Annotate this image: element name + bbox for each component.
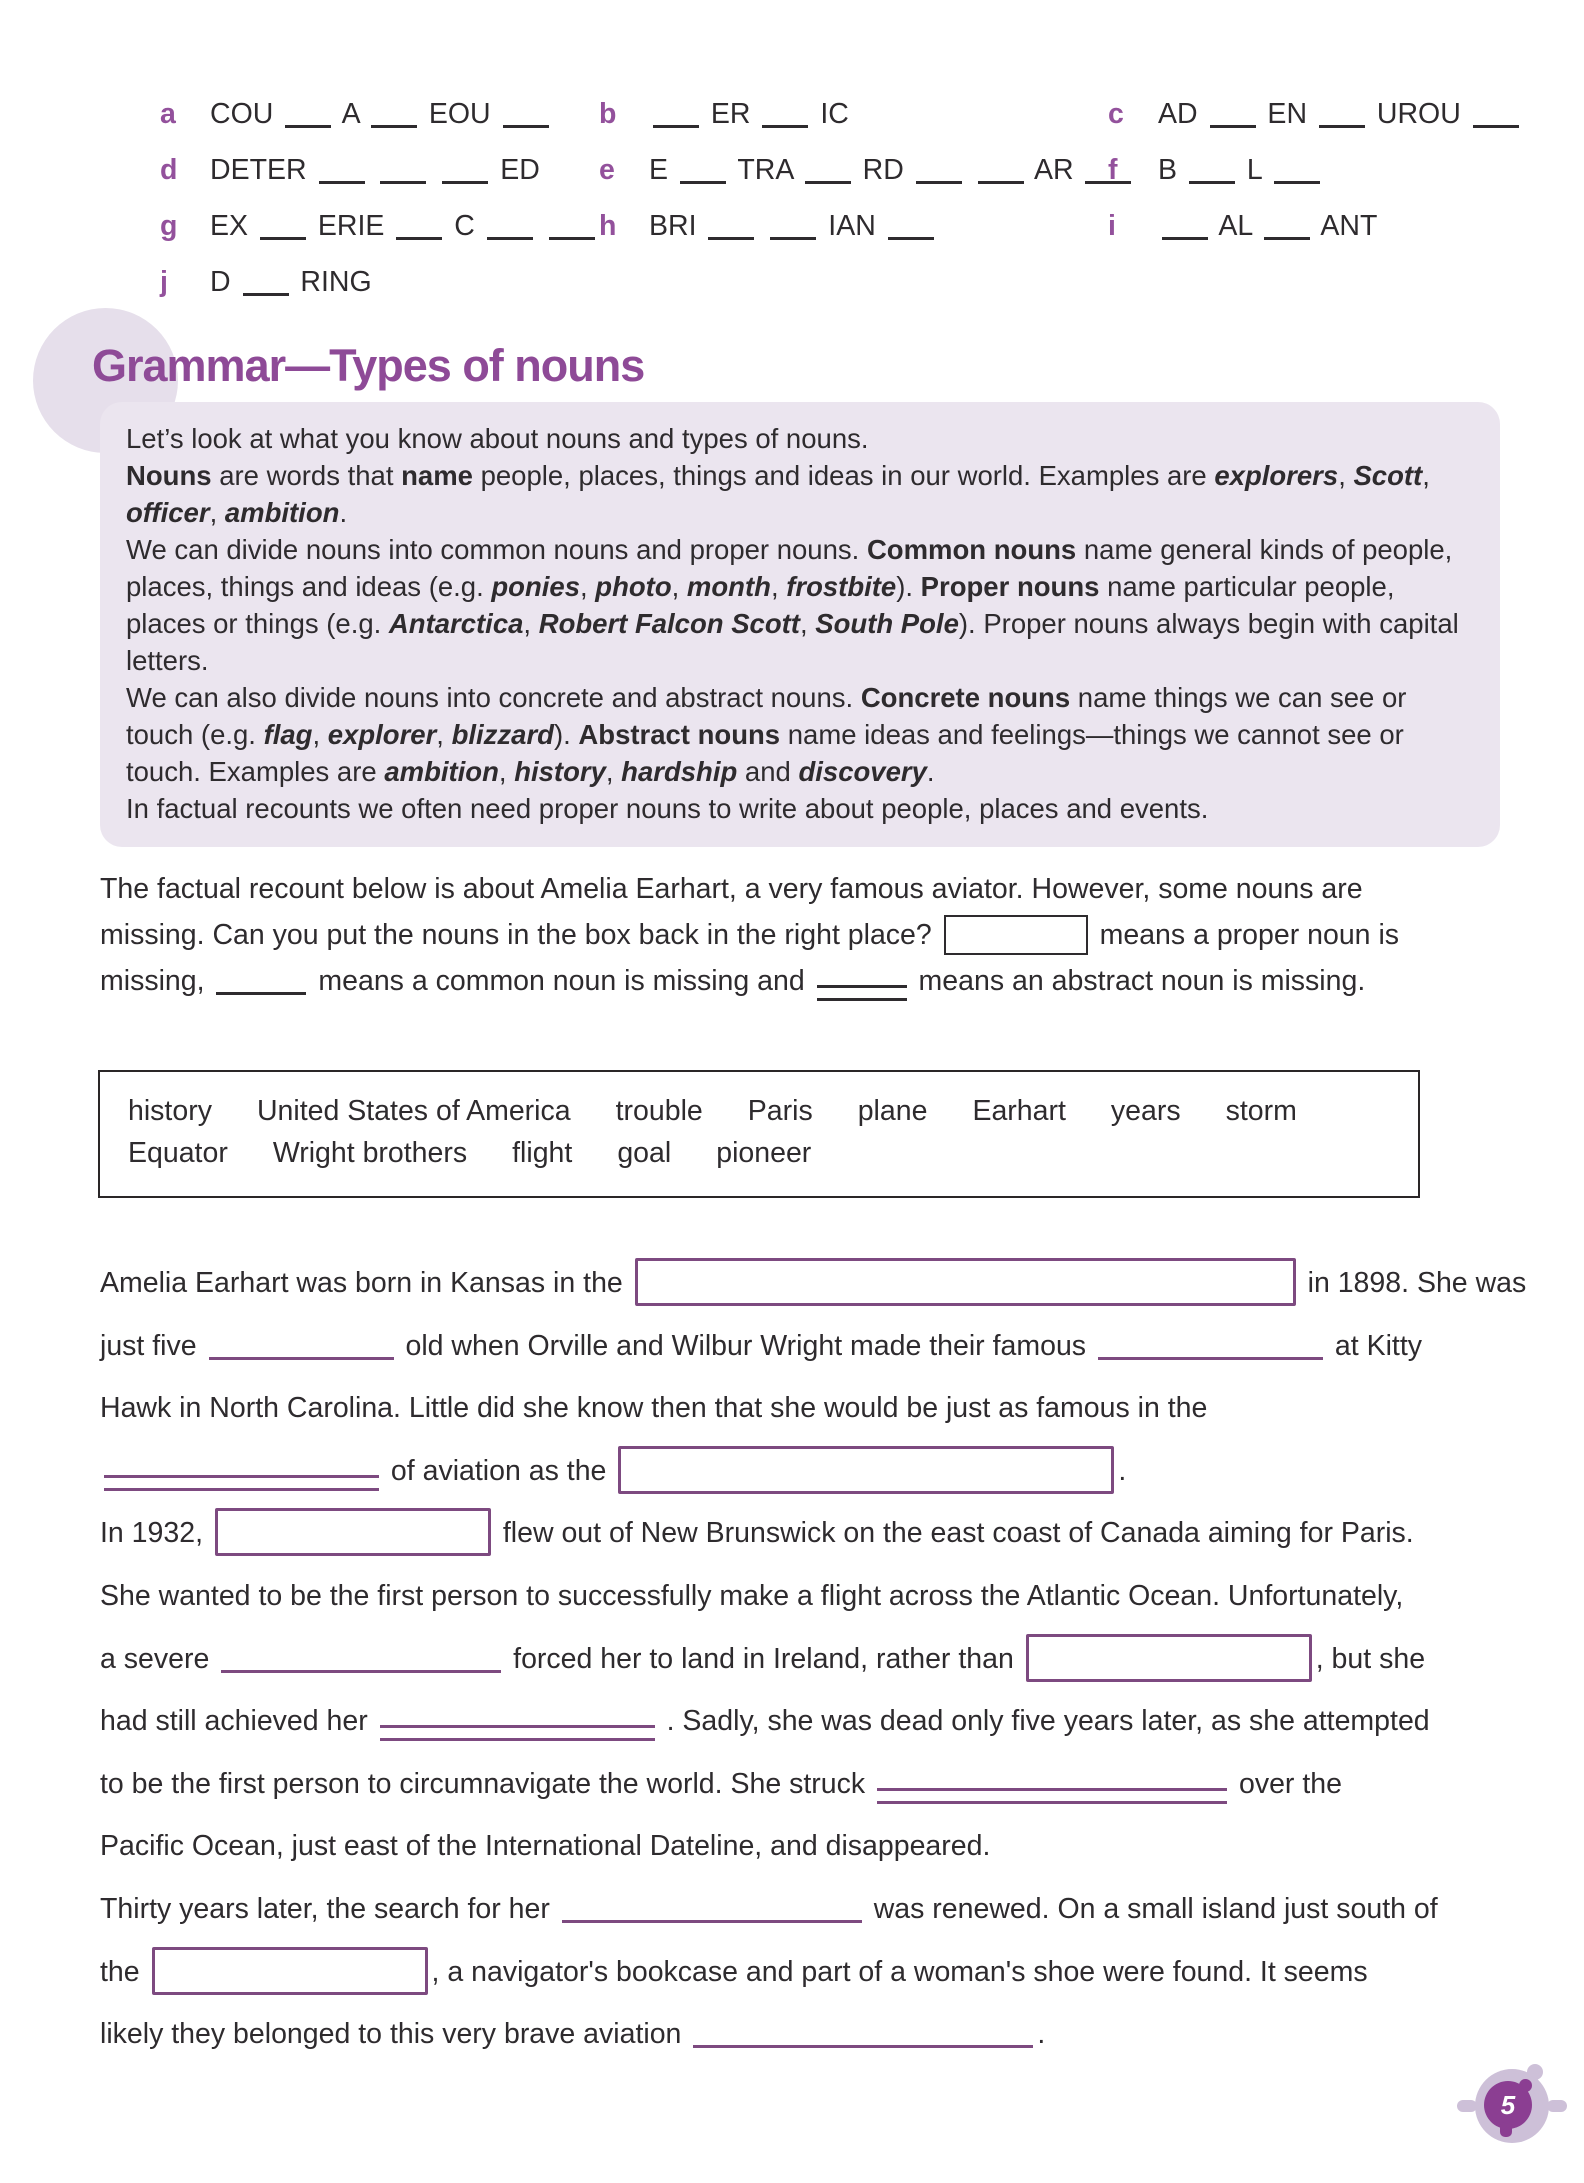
text-run: flew out of New Brunswick on the east coast of Canada aiming for Paris. [494,1517,1414,1550]
instruction-line [100,866,1520,912]
text-run: Antarctica [388,608,524,639]
missing-letter-blank-line[interactable] [762,125,808,128]
word-bank-item[interactable]: flight [512,1137,573,1169]
missing-letter-blank-line[interactable] [1473,125,1519,128]
text-run: ANT [1314,210,1378,242]
proper-noun-answer-box[interactable] [944,915,1088,955]
item-letter-label: a [160,98,176,130]
text-run: Robert Falcon Scott [538,608,800,639]
text-run: . [1118,1454,1127,1487]
missing-letter-blank-line[interactable] [1189,181,1235,184]
word-bank-item[interactable]: goal [617,1137,672,1169]
proper-noun-answer-box[interactable] [1026,1634,1312,1682]
text-run: In 1932, [100,1517,211,1550]
text-run: D [210,266,239,298]
text-run: Thirty years later, the search for her [100,1892,558,1925]
missing-letter-blank-line[interactable] [653,125,699,128]
text-run: flag [263,719,313,750]
word-bank-item[interactable]: Paris [747,1095,813,1127]
text-run: Amelia Earhart was born in Kansas in the [100,1267,631,1299]
text-run: ). [553,719,579,750]
passage-line [100,1502,1540,1565]
item-letter-label: e [599,154,615,186]
text-run: missing, [100,965,213,997]
passage-line [100,1878,1540,1941]
missing-letter-blank-line[interactable] [319,181,365,184]
text-run: EOU [420,98,499,130]
text-run: missing. Can you put the nouns in the box back in the right place? [100,919,940,951]
text-run: Scott [1353,460,1423,491]
text-run: means a proper noun is [1091,919,1400,951]
text-run: frostbite [786,571,897,602]
passage-line [100,1753,1540,1816]
text-run: EN [1259,98,1315,130]
missing-letter-blank-line[interactable] [770,237,816,240]
text-run: Proper nouns [920,571,1100,602]
item-letter-label: f [1108,154,1118,186]
word-bank-item[interactable]: pioneer [716,1137,812,1169]
text-run: , [580,571,596,602]
text-run: photo [595,571,672,602]
text-run: , [209,497,225,528]
missing-letter-blank-line[interactable] [1319,125,1365,128]
text-run: Hawk in North Carolina. Little did she know then that she would be just as famous in the [100,1392,1208,1425]
text-run: in 1898. She was [1299,1267,1527,1299]
text-run: Let’s look at what you know about nouns and types of nouns. [126,423,869,454]
abstract-noun-blank-line[interactable] [380,1725,655,1741]
word-bank-item[interactable]: trouble [615,1095,703,1127]
common-noun-blank-line[interactable] [1098,1357,1323,1360]
text-run: history [514,756,606,787]
exercise-item-c [1108,86,1523,142]
missing-letter-blank-line[interactable] [1210,125,1256,128]
text-run: , [770,571,787,602]
text-run: are words that [211,460,402,491]
text-run: , [1338,460,1354,491]
proper-noun-answer-box[interactable] [152,1947,428,1995]
grammar-info-box [100,402,1500,847]
missing-letter-blank-line[interactable] [216,992,306,995]
passage-line [100,1941,1540,2004]
missing-letter-blank-line[interactable] [888,237,934,240]
common-noun-blank-line[interactable] [209,1357,394,1360]
missing-letter-blank-line[interactable] [805,181,851,184]
text-run: IC [812,98,849,130]
text-run: AD [1158,98,1206,130]
text-run: ponies [491,571,580,602]
text-run: officer [126,497,210,528]
text-run: ER [703,98,759,130]
text-run [537,210,545,242]
missing-letter-blank-line[interactable] [1264,237,1310,240]
cloze-passage [100,1252,1540,2066]
passage-line [100,1690,1540,1753]
text-run: L [1238,154,1270,186]
badge-left-tab [1457,2100,1477,2112]
text-run: ERIE [309,210,393,242]
missing-letter-blank-line[interactable] [487,237,533,240]
grammar-paragraph [126,457,1474,531]
text-run: Abstract nouns [578,719,781,750]
item-letter-label: g [160,210,178,242]
word-with-blanks [210,154,540,186]
text-run: ambition [224,497,340,528]
word-bank-item[interactable]: United States of America [256,1095,571,1127]
text-run: South Pole [815,608,959,639]
item-letter-label: h [599,210,617,242]
exercise-item-g [160,198,599,254]
word-with-blanks [1158,154,1324,186]
word-with-blanks [649,98,849,130]
text-run [369,154,377,186]
text-run: old when Orville and Wilbur Wright made their famous [397,1329,1094,1362]
common-noun-blank-line[interactable] [562,1920,862,1923]
text-run: , [523,608,539,639]
missing-letter-blank-line[interactable] [680,181,726,184]
text-run: We can divide nouns into common nouns and proper nouns. [126,534,867,565]
proper-noun-answer-box[interactable] [635,1258,1296,1306]
text-run: B [1158,154,1185,186]
exercise-item-j [160,254,599,310]
missing-letter-blank-line[interactable] [503,125,549,128]
exercise-item-f [1108,142,1523,198]
exercise-item-d [160,142,599,198]
text-run: had still achieved her [100,1705,376,1738]
item-letter-label: b [599,98,617,130]
text-run: Pacific Ocean, just east of the International Dateline, and disappeared. [100,1830,991,1863]
text-run: blizzard [451,719,554,750]
abstract-noun-blank-line[interactable] [817,985,907,1001]
missing-letter-blank-line[interactable] [978,181,1024,184]
word-with-blanks [210,98,553,130]
text-run: Nouns [126,460,212,491]
text-run: DETER [210,154,315,186]
text-run [758,210,766,242]
missing-letter-blank-line[interactable] [396,237,442,240]
passage-line [100,1628,1540,1691]
text-run: In factual recounts we often need proper nouns to write about people, places and events. [126,793,1209,824]
text-run: , [799,608,816,639]
text-run: RING [292,266,372,298]
grammar-paragraph [126,531,1474,679]
word-bank [98,1070,1420,1198]
text-run: We can also divide nouns into concrete and abstract nouns. [126,682,861,713]
text-run: UROU [1368,98,1469,130]
missing-letter-blank-line[interactable] [285,125,331,128]
missing-letter-blank-line[interactable] [1274,181,1320,184]
text-run: was renewed. On a small island just south of [865,1892,1438,1925]
common-noun-blank-line[interactable] [693,2045,1033,2048]
section-title: Grammar—Types of nouns [92,340,645,391]
exercise-item-e [599,142,1108,198]
instruction-line [100,958,1520,1004]
text-run: , [312,719,328,750]
text-run [430,154,438,186]
word-bank-item[interactable]: years [1110,1095,1181,1127]
text-run: IAN [820,210,884,242]
text-run: , [498,756,515,787]
missing-letter-blank-line[interactable] [916,181,962,184]
missing-letter-blank-line[interactable] [380,181,426,184]
text-run: name ideas and feelings—things we cannot see or touch. Examples are [126,719,1404,787]
text-run: , [671,571,687,602]
passage-line [100,1565,1540,1628]
text-run: BRI [649,210,705,242]
abstract-noun-blank-line[interactable] [104,1475,379,1491]
text-run [966,154,974,186]
vocabulary-exercise [160,86,1520,310]
text-run: , [1422,460,1430,491]
text-run: , but she [1315,1642,1426,1675]
badge-light-ear [1527,2064,1543,2080]
text-run: name things we can see or touch (e.g. [126,682,1407,750]
text-run: E [649,154,676,186]
text-run: hardship [621,756,738,787]
badge-right-tab [1547,2100,1567,2112]
passage-line [100,1440,1540,1503]
exercise-item-a [160,86,599,142]
text-run: over the [1231,1767,1342,1800]
text-run: Concrete nouns [860,682,1071,713]
missing-letter-blank-line[interactable] [708,237,754,240]
text-run: and [737,756,799,787]
page-number: 5 [1500,2090,1516,2120]
text-run: explorer [327,719,437,750]
text-run: month [686,571,771,602]
proper-noun-answer-box[interactable] [215,1508,491,1556]
text-run: EX [210,210,256,242]
word-bank-row [100,1132,1418,1174]
text-run: C [446,210,483,242]
text-run: ). Proper nouns always begin with capital letters. [126,608,1459,676]
word-bank-item[interactable]: history [128,1095,212,1127]
text-run: Common nouns [866,534,1077,565]
missing-letter-blank-line[interactable] [243,293,289,296]
passage-line [100,2003,1540,2066]
word-bank-item[interactable]: plane [857,1095,928,1127]
text-run: The factual recount below is about Amelia Earhart, a very famous aviator. However, some nouns are [100,873,1363,905]
page-number-badge [1455,2062,1575,2182]
item-letter-label: d [160,154,178,186]
text-run: . Sadly, she was dead only five years later, as she attempted [658,1705,1430,1738]
text-run: A [335,98,367,130]
text-run: means a common noun is missing and [310,965,813,997]
text-run: ED [492,154,540,186]
text-run: people, places, things and ideas in our world. Examples are [472,460,1215,491]
word-with-blanks [210,266,372,298]
text-run: name particular people, places or things (e.g. [126,571,1395,639]
word-bank-item[interactable]: Earhart [972,1095,1066,1127]
word-with-blanks [649,210,938,242]
missing-letter-blank-line[interactable] [549,237,595,240]
text-run: . [339,497,348,528]
missing-letter-blank-line[interactable] [260,237,306,240]
proper-noun-answer-box[interactable] [618,1446,1114,1494]
text-run: a severe [100,1642,218,1675]
text-run: forced her to land in Ireland, rather than [505,1642,1022,1675]
instruction-line [100,912,1520,958]
passage-line [100,1315,1540,1378]
grammar-paragraph [126,679,1474,790]
word-bank-row [100,1090,1418,1132]
missing-letter-blank-line[interactable] [371,125,417,128]
text-run: to be the first person to circumnavigate the world. She struck [100,1767,874,1800]
text-run: explorers [1214,460,1339,491]
exercise-item-i [1108,198,1523,254]
text-run: , [436,719,452,750]
text-run: She wanted to be the first person to successfully make a flight across the Atlantic Ocean. Unfortunately, [100,1579,1404,1612]
word-with-blanks [1158,98,1523,130]
text-run: ). [896,571,921,602]
grammar-paragraph [126,790,1474,827]
item-letter-label: c [1108,98,1124,130]
text-run: RD [854,154,912,186]
word-with-blanks [649,154,1135,186]
text-run: name general kinds of people, places, things and ideas (e.g. [126,534,1453,602]
text-run: ambition [384,756,499,787]
text-run: COU [210,98,282,130]
missing-letter-blank-line[interactable] [1162,237,1208,240]
text-run: TRA [729,154,801,186]
passage-line [100,1252,1540,1315]
text-run: , a navigator's bookcase and part of a woman's shoe were found. It seems [431,1955,1368,1988]
task-instructions [100,866,1520,1004]
exercise-item-h [599,198,1108,254]
word-bank-item[interactable]: Wright brothers [272,1137,468,1169]
grammar-paragraph [126,420,1474,457]
text-run: of aviation as the [383,1454,615,1487]
text-run: . [1037,2018,1046,2051]
text-run: , [605,756,622,787]
word-with-blanks [210,210,599,242]
text-run: means an abstract noun is missing. [910,965,1366,997]
common-noun-blank-line[interactable] [221,1670,501,1673]
word-bank-item[interactable]: storm [1225,1095,1297,1127]
text-run: discovery [798,756,927,787]
text-run: the [100,1955,148,1988]
word-with-blanks [1158,210,1377,242]
text-run: likely they belonged to this very brave aviation [100,2018,690,2051]
abstract-noun-blank-line[interactable] [877,1788,1227,1804]
exercise-item-b [599,86,1108,142]
missing-letter-blank-line[interactable] [442,181,488,184]
text-run: name [401,460,473,491]
text-run: just five [100,1329,205,1362]
item-letter-label: i [1108,210,1116,242]
text-run: . [926,756,935,787]
text-run: AR [1027,154,1082,186]
word-bank-item[interactable]: Equator [128,1137,228,1169]
text-run: AL [1212,210,1261,242]
text-run: at Kitty [1326,1329,1423,1362]
item-letter-label: j [160,266,168,298]
passage-line [100,1377,1540,1440]
passage-line [100,1815,1540,1878]
